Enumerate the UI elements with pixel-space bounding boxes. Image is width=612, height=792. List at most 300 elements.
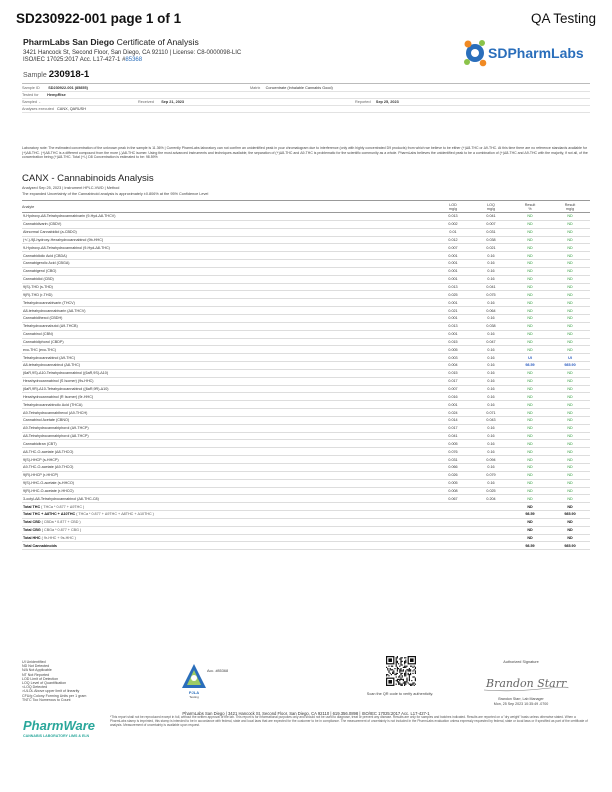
analyte-value: ND (510, 424, 550, 432)
pharmware-logo (22, 715, 102, 745)
analyte-name: Δ8-Tetrahydrocannabiphorol (Δ8-THCP) (22, 432, 434, 440)
analyte-row (22, 424, 590, 432)
analyte-value: ND (510, 314, 550, 322)
legend-entry: ND Not Detected (22, 664, 50, 669)
reported-row: Reported Sep 25, 2023 (355, 100, 399, 104)
analyte-row (22, 330, 590, 338)
analyte-value: 0.16 (472, 346, 510, 354)
analyte-value: 0.16 (472, 369, 510, 377)
analyte-row (22, 291, 590, 299)
total-row (22, 511, 590, 519)
doc-type: Certificate of Analysis (116, 37, 199, 47)
analyte-value: 0.038 (472, 236, 510, 244)
analyte-value: 0.001 (434, 252, 472, 260)
analyte-value: 0.16 (472, 267, 510, 275)
analyte-name: Δ8-THC-O-acetate (Δ8-THCO) (22, 448, 434, 456)
abbreviation-legend (22, 660, 86, 702)
analyte-value: ND (510, 369, 550, 377)
analyte-row (22, 401, 590, 409)
received-value: Sep 21, 2023 (161, 100, 185, 104)
analyte-value: ND (510, 260, 550, 268)
iso-number-link[interactable]: 85368 (125, 57, 143, 63)
analyte-value: 0.025 (472, 487, 510, 495)
analyte-value: ND (550, 291, 590, 299)
analyte-row (22, 487, 590, 495)
total-value: 985.90 (550, 542, 590, 550)
divider (22, 91, 590, 92)
total-label: Total HHC ( 9r-HHC + 9s-HHC ) (22, 534, 434, 542)
total-value (434, 518, 472, 526)
analyte-name: Tetrahydrocannabinol (Δ9-THC) (22, 354, 434, 362)
analyte-name: Δ9-Tetrahydrocannabihexol (Δ9-THCH) (22, 409, 434, 417)
analyte-name: Cannabigerolic Acid (CBGA) (22, 260, 434, 268)
analyte-row (22, 252, 590, 260)
analyte-row (22, 440, 590, 448)
analyte-value: 0.001 (434, 401, 472, 409)
analyte-name: Cannabinol Acetate (CBNO) (22, 416, 434, 424)
analyte-value: 0.025 (434, 291, 472, 299)
iso-line (23, 57, 142, 63)
analyte-name: (6aR,9S)-Δ10-Tetrahydrocannabinol ((6aR,9S)-Δ10) (22, 369, 434, 377)
analyte-value: ND (550, 220, 590, 228)
analyte-value: 0.007 (434, 385, 472, 393)
legend-entry: N/A Not Applicable (22, 668, 52, 673)
analyte-row (22, 314, 590, 322)
matrix-value: Concentrate (Inhalable Cannabis Good) (265, 86, 333, 90)
analyte-name: 9(S)-THD (s-THD) (22, 283, 434, 291)
analyte-value: ND (510, 448, 550, 456)
analyte-value: 0.041 (472, 283, 510, 291)
analyte-row (22, 213, 590, 221)
matrix-row: Matrix Concentrate (Inhalable Cannabis Good) (250, 86, 333, 90)
analyte-value: 0.001 (434, 330, 472, 338)
legend-entry: <LOQ Detected (22, 685, 48, 690)
analyte-value: 0.013 (434, 283, 472, 291)
analyte-value: 0.16 (472, 401, 510, 409)
analyte-value: 0.041 (472, 213, 510, 221)
analyte-value: 0.16 (472, 330, 510, 338)
legend-entry: NT Not Reported (22, 672, 50, 677)
analyte-value: ND (510, 330, 550, 338)
analyte-value: 0.204 (472, 495, 510, 503)
logo-text: SDPharmLabs (488, 45, 584, 61)
analyte-name: Cannabidihexol (CBDH) (22, 314, 434, 322)
analyte-row (22, 299, 590, 307)
analyte-row (22, 322, 590, 330)
analyte-value: 0.012 (434, 236, 472, 244)
analyte-name: Tetrahydrocannabinolic Acid (THCA) (22, 401, 434, 409)
analyte-name: Tetrahydrocannabivarin (THCV) (22, 299, 434, 307)
analyte-row (22, 471, 590, 479)
analyte-row (22, 362, 590, 370)
total-label: Total THC + Δ8THC + Δ10THC ( THCa * 0.877 + Δ9THC + Δ8THC + Δ10THC ) (22, 511, 434, 519)
analyte-value: 0.003 (434, 354, 472, 362)
analyte-value: 0.026 (434, 471, 472, 479)
analyte-value: 0.16 (472, 275, 510, 283)
analyte-name: (6aR,9R)-Δ10-Tetrahydrocannabinol ((6aR,9R)-Δ10) (22, 385, 434, 393)
analyte-value: 0.013 (434, 213, 472, 221)
analyte-value: 0.064 (472, 307, 510, 315)
analyte-row (22, 393, 590, 401)
analyte-row (22, 338, 590, 346)
analyte-name: 3-octyl-Δ8-Tetrahydrocannabinol (Δ8-THC-C8) (22, 495, 434, 503)
analyte-value: ND (550, 377, 590, 385)
analyte-value: ND (550, 322, 590, 330)
pjla-sub: Testing (189, 695, 199, 699)
total-label: Total THC ( THCa * 0.877 + Δ9THC ) (22, 503, 434, 511)
analyte-value: ND (550, 338, 590, 346)
analyte-row (22, 369, 590, 377)
analyte-value: ND (510, 283, 550, 291)
analyte-value: 0.001 (434, 275, 472, 283)
analyte-name: Hexahydrocannabinol (S Isomer) (9s-HHC) (22, 377, 434, 385)
analyte-value: ND (550, 440, 590, 448)
total-value (472, 518, 510, 526)
analyte-name: Cannabigerol (CBG) (22, 267, 434, 275)
analyte-value: ND (550, 416, 590, 424)
total-value (472, 534, 510, 542)
analyte-value: ND (510, 220, 550, 228)
tested-for-row: Tested for HempRise (22, 93, 66, 97)
analyte-value: UI (510, 354, 550, 362)
analyte-row (22, 228, 590, 236)
analyte-value: ND (550, 283, 590, 291)
analyte-value: ND (550, 495, 590, 503)
sampled-value: - (39, 100, 41, 104)
analyte-value: 0.031 (434, 456, 472, 464)
analyte-row (22, 275, 590, 283)
received-row: Received Sep 21, 2023 (138, 100, 185, 104)
table-header-row (22, 201, 590, 213)
analyte-row (22, 479, 590, 487)
analyte-name: exo-THC (exo-THC) (22, 346, 434, 354)
analyte-value: ND (550, 471, 590, 479)
analyte-value: 0.015 (434, 369, 472, 377)
analyte-value: ND (550, 401, 590, 409)
analyte-value: 0.16 (472, 440, 510, 448)
total-value (434, 526, 472, 534)
analyte-value: 0.005 (434, 440, 472, 448)
analyte-row (22, 495, 590, 503)
svg-text:Brandon Starr: Brandon Starr (486, 677, 567, 690)
analyte-value: ND (510, 487, 550, 495)
analyte-name: 9(R)-HHC-O-acetate (r-HHCO) (22, 487, 434, 495)
analyte-value: ND (510, 346, 550, 354)
iso-prefix: ISO/IEC 17025:2017 Acc. L17-427-1 # (23, 57, 126, 63)
analyte-value: ND (510, 267, 550, 275)
analyte-row (22, 260, 590, 268)
analyte-value: 0.16 (472, 479, 510, 487)
pharmware-brand: PharmWare (23, 718, 96, 733)
analyte-value: 0.066 (434, 464, 472, 472)
pjla-accreditation-logo (176, 660, 236, 704)
analyte-name: Cannabidivarin (CBDV) (22, 220, 434, 228)
table-body (22, 213, 590, 550)
analyte-value: 0.16 (472, 432, 510, 440)
analyte-row (22, 385, 590, 393)
analyte-name: Cannabidiolic Acid (CBDA) (22, 252, 434, 260)
analyte-value: ND (510, 228, 550, 236)
analyte-value: 0.01 (434, 228, 472, 236)
analyte-value: 0.041 (434, 432, 472, 440)
legend-entry: UI Unidentified (22, 660, 46, 664)
analyte-value: ND (510, 275, 550, 283)
analyte-value: ND (510, 252, 550, 260)
analyte-name: Abnormal Cannabidiol (a-CBDO) (22, 228, 434, 236)
analyte-value: ND (550, 448, 590, 456)
analyte-value: ND (550, 385, 590, 393)
analyte-row (22, 448, 590, 456)
total-value: 98.59 (510, 542, 550, 550)
column-header: Result mg/g (550, 201, 590, 213)
analyte-value: 98.59 (510, 362, 550, 370)
analyte-value: 0.16 (472, 448, 510, 456)
analyte-value: 0.017 (434, 377, 472, 385)
analyte-value: ND (550, 275, 590, 283)
molecule-icon (464, 40, 486, 66)
analyte-value: 0.16 (472, 385, 510, 393)
analyte-value: 0.16 (472, 354, 510, 362)
sampled-row: Sampled - (22, 100, 41, 104)
analyte-value: 0.16 (472, 393, 510, 401)
analyte-row (22, 346, 590, 354)
analyte-value: 0.007 (472, 220, 510, 228)
analyte-value: 0.043 (472, 416, 510, 424)
analyte-value: 0.008 (434, 487, 472, 495)
analyte-value: 0.021 (434, 307, 472, 315)
divider (22, 105, 590, 106)
analyte-value: ND (550, 267, 590, 275)
analyte-value: ND (510, 377, 550, 385)
analyte-name: Δ8-tetrahydrocannabinol (Δ8-THC) (22, 362, 434, 370)
analyte-value: 0.001 (434, 267, 472, 275)
document-id: SD230922-001 page 1 of 1 (16, 11, 182, 26)
analyte-value: ND (510, 213, 550, 221)
legend-entry: TNTC Too Numerous to Count (22, 697, 71, 702)
sample-number: 230918-1 (48, 69, 90, 80)
analyte-name: Cannabinol (CBN) (22, 330, 434, 338)
analyte-value: ND (550, 424, 590, 432)
analyte-value: ND (510, 307, 550, 315)
analyte-value: ND (510, 416, 550, 424)
analyte-value: 0.047 (472, 338, 510, 346)
analyte-value: 0.031 (472, 228, 510, 236)
legend-entry: LOD Limit of Detection (22, 676, 59, 681)
analyte-value: 0.16 (472, 252, 510, 260)
acc-number: Acc. #85368 (207, 669, 229, 673)
legend-entry: CFU/g Colony Forming Units per 1 gram (22, 693, 87, 698)
analyte-value: 0.16 (472, 260, 510, 268)
analyte-value: 0.002 (434, 220, 472, 228)
analyte-value: 0.075 (472, 291, 510, 299)
analyte-value: ND (510, 299, 550, 307)
sample-id-value: SD230922-001 (85855) (48, 86, 88, 90)
analyte-row (22, 416, 590, 424)
analyte-value: 0.014 (434, 416, 472, 424)
analyte-value: ND (510, 464, 550, 472)
analyte-name: Δ8-tetrahydrocannabivarin (Δ8-THCV) (22, 307, 434, 315)
analyte-value: ND (550, 228, 590, 236)
pjla-text: PJLA (188, 690, 200, 695)
analyte-value: 0.079 (472, 471, 510, 479)
lab-heading (23, 37, 199, 47)
total-row (22, 503, 590, 511)
analyte-name: Tetrahydrocannabutol (Δ9-THCB) (22, 322, 434, 330)
analyte-value: 0.001 (434, 314, 472, 322)
sample-id-row: Sample ID SD230922-001 (85855) (22, 86, 88, 90)
analyte-row (22, 432, 590, 440)
analyte-value: 0.001 (434, 260, 472, 268)
column-header: Analyte (22, 201, 434, 213)
analyte-name: Δ9-Tetrahydrocannabiphorol (Δ9-THCP) (22, 424, 434, 432)
authorized-signature-label: Authorized Signature (503, 660, 539, 664)
total-value: 98.59 (510, 511, 550, 519)
legend-entry: LOQ Level of Quantification (22, 681, 67, 686)
total-row (22, 518, 590, 526)
analyte-value: 0.071 (472, 409, 510, 417)
total-value (434, 534, 472, 542)
analyte-value: ND (550, 456, 590, 464)
analyte-value: 0.16 (472, 299, 510, 307)
analyte-value: 0.094 (472, 456, 510, 464)
analyte-name: 9-Hydroxy-Δ8-Tetrahydrocannabivarin (9-Hyd-Δ8-THCV) (22, 213, 434, 221)
column-header: Result % (510, 201, 550, 213)
analyte-value: ND (550, 213, 590, 221)
analyte-value: ND (550, 299, 590, 307)
analyte-value: ND (550, 330, 590, 338)
total-value: ND (510, 526, 550, 534)
analyte-value: 0.013 (434, 322, 472, 330)
analyte-value: 0.16 (472, 314, 510, 322)
column-header: LOD mg/g (434, 201, 472, 213)
analyte-value: ND (550, 369, 590, 377)
analyte-value: 0.16 (472, 362, 510, 370)
analyte-value: 0.004 (434, 362, 472, 370)
lab-name: PharmLabs San Diego (23, 37, 115, 47)
qr-scan-text: Scan the QR code to verify authenticity. (366, 692, 434, 696)
analyte-name: 9(S)-HHC-O-acetate (s-HHCO) (22, 479, 434, 487)
analyses-value: CANX, QARUSH (57, 107, 86, 111)
analyte-value: ND (510, 432, 550, 440)
analyte-value: ND (550, 236, 590, 244)
divider (22, 112, 590, 113)
analyte-row (22, 307, 590, 315)
section-title: CANX - Cannabinoids Analysis (22, 173, 154, 184)
analyte-row (22, 464, 590, 472)
total-value: ND (550, 534, 590, 542)
analyte-value: 0.16 (472, 424, 510, 432)
total-label: Total Cannabinoids (22, 542, 434, 550)
analyte-value: ND (510, 495, 550, 503)
divider (22, 98, 590, 99)
sample-label: Sample (23, 72, 47, 79)
analyte-value: ND (510, 244, 550, 252)
analyte-value: ND (510, 471, 550, 479)
analyte-value: UI (550, 354, 590, 362)
analyte-value: ND (550, 432, 590, 440)
pharmware-tagline: CANNABIS LABORATORY LIMS & ELN (23, 734, 90, 738)
analyte-value: 0.067 (434, 495, 472, 503)
total-value: ND (510, 503, 550, 511)
total-value (434, 542, 472, 550)
analyte-name: Cannabidiol (CBD) (22, 275, 434, 283)
verification-qr-code[interactable] (386, 656, 416, 686)
total-value (472, 511, 510, 519)
analyte-value: ND (550, 487, 590, 495)
total-value: ND (550, 503, 590, 511)
footer-lab-line: PharmLabs San Diego | 3421 Hancock St, Second Floor, San Diego, CA 92110 | 619.356.0898 | ISO/IEC 17025:2017 Acc. L17-427-1 (182, 711, 430, 716)
analyte-row (22, 377, 590, 385)
signed-date: Mon, 25 Sep 2023 10:35:49 -0700 (493, 702, 549, 706)
analyte-name: (+/-)-9β-hydroxy-Hexahydrocannabinol (9b-HHC) (22, 236, 434, 244)
analyte-name: 9(R)-THD (r-THD) (22, 291, 434, 299)
total-value: ND (550, 518, 590, 526)
total-value (434, 511, 472, 519)
analyte-value: 0.007 (434, 244, 472, 252)
total-row (22, 534, 590, 542)
analyte-value: ND (550, 393, 590, 401)
analyte-value: ND (510, 236, 550, 244)
analyte-value: ND (510, 338, 550, 346)
analyte-row (22, 354, 590, 362)
analyte-row (22, 456, 590, 464)
analyte-value: 0.017 (434, 424, 472, 432)
analyte-value: 0.001 (434, 299, 472, 307)
analyte-name: Hexahydrocannabinol (R Isomer) (9r-HHC) (22, 393, 434, 401)
total-value: ND (550, 526, 590, 534)
analyte-value: 985.90 (550, 362, 590, 370)
analyte-value: ND (550, 307, 590, 315)
handwritten-signature (480, 672, 570, 694)
total-row (22, 542, 590, 550)
lab-address: 3421 Hancock St, Second Floor, San Diego, CA 92110 | License: C8-0000098-LIC (23, 50, 242, 56)
analyte-row (22, 236, 590, 244)
analyte-name: Cannabidiphorol (CBDP) (22, 338, 434, 346)
laboratory-note: Laboratory note: The estimated concentration of the unknown peak in the sample is 11.36% | Currently PharmLabs laboratory can not confirm an unidentified peak in your chromatogram due to interference (only with highly concentrated D9 products) from which we believe to be either (+)Δ8-THC or Δ9-THC. At this time there are no reference standards available for (+)Δ8-THC. (+)Δ8-THC is a different compound from the more (-)Δ8-THC isomer. Using the most advanced instruments and techniques available, the separation of (+)Δ8-THC and Δ9-THC is problematic for the scientific community as a whole. PharmLabs believes the unidentified peak to be a combination of (+)Δ8-THC and Δ9-THC with the majority, if not all, of the concentration being (+)Δ8-THC. Total (+/-) D8 Concentration is estimated to be: 98.59% (22, 146, 588, 159)
analyte-value: 0.005 (434, 346, 472, 354)
column-header: LOQ mg/g (472, 201, 510, 213)
analyte-value: ND (510, 401, 550, 409)
total-label: Total CBG ( CBGa * 0.877 + CBG ) (22, 526, 434, 534)
analyte-value: ND (510, 322, 550, 330)
analyte-value: ND (550, 464, 590, 472)
analyte-value: 0.076 (434, 448, 472, 456)
signer-name: Brandon Starr, Lab Manager (498, 697, 544, 701)
total-value (472, 526, 510, 534)
sample-heading (23, 69, 89, 80)
analyte-value: 0.038 (472, 322, 510, 330)
total-value: 985.90 (550, 511, 590, 519)
qa-testing-label: QA Testing (530, 11, 596, 26)
analyte-value: ND (550, 479, 590, 487)
legend-entry: >ULOL Above upper limit of linearity (22, 689, 80, 694)
sdpharmlabs-logo (462, 37, 592, 69)
uncertainty-line: The expanded Uncertainty of the Cannabinoid analysis is approximately ±0.806% at the 95% Confidence Level (22, 192, 209, 196)
total-value: ND (510, 518, 550, 526)
total-value (434, 503, 472, 511)
analyte-name: Cannabicitran (CBT) (22, 440, 434, 448)
analyte-value: ND (510, 456, 550, 464)
analyte-value: ND (550, 244, 590, 252)
analyte-value: ND (550, 409, 590, 417)
analyte-value: ND (510, 291, 550, 299)
analyte-value: ND (510, 409, 550, 417)
analyte-value: 0.16 (472, 377, 510, 385)
total-value (472, 503, 510, 511)
analyte-value: ND (550, 260, 590, 268)
analyte-value: 0.005 (434, 479, 472, 487)
analyte-value: 0.016 (434, 393, 472, 401)
